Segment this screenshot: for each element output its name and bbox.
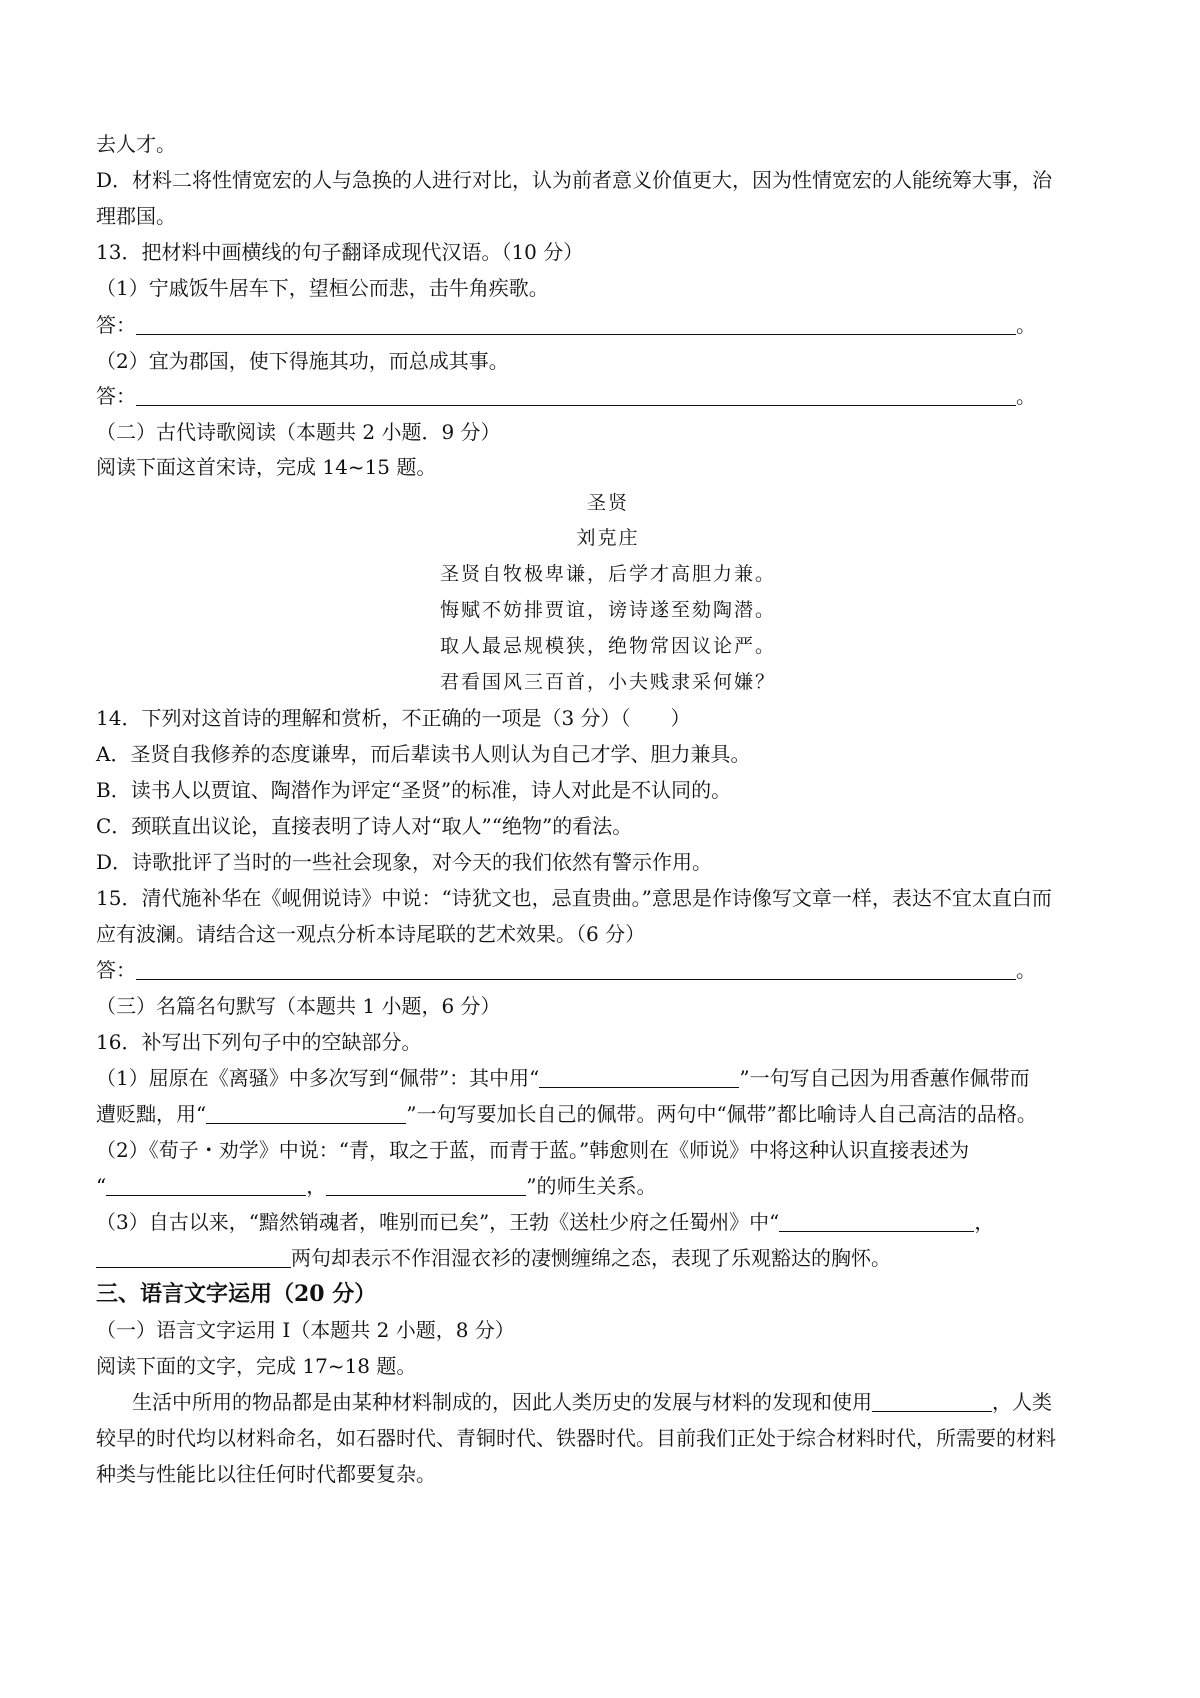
question-15-line-2: 应有波澜。请结合这一观点分析本诗尾联的艺术效果。（6 分） xyxy=(96,922,646,946)
option-a: A．圣贤自我修养的态度谦卑，而后辈读书人则认为自己才学、胆力兼具。 xyxy=(96,742,751,766)
text-line: 理郡国。 xyxy=(96,204,176,228)
question-13-part-2: （2）宜为郡国，使下得施其功，而总成其事。 xyxy=(96,349,509,373)
answer-label: 答： xyxy=(96,958,136,982)
question-16-part-2: （2）《荀子・劝学》中说：“青，取之于蓝，而青于蓝。”韩愈则在《师说》中将这种认识直接表述为 xyxy=(96,1138,970,1162)
section-heading: （一）语言文字运用 I（本题共 2 小题，8 分） xyxy=(96,1318,515,1342)
answer-label: 答： xyxy=(96,313,136,337)
question-15-line-1: 15．清代施补华在《岘佣说诗》中说：“诗犹文也，忌直贵曲。”意思是作诗像写文章一样，表达不宜太直白而 xyxy=(96,886,1052,910)
option-d: D．诗歌批评了当时的一些社会现象，对今天的我们依然有警示作用。 xyxy=(96,850,713,874)
option-b: B．读书人以贾谊、陶潜作为评定“圣贤”的标准，诗人对此是不认同的。 xyxy=(96,778,732,802)
text-segment: 生活中所用的物品都是由某种材料制成的，因此人类历史的发展与材料的发现和使用 xyxy=(132,1390,872,1414)
text-segment: 两句却表示不作泪湿衣衫的凄恻缠绵之态，表现了乐观豁达的胸怀。 xyxy=(291,1246,891,1270)
question-16-part-1-cont xyxy=(96,1100,1037,1128)
answer-blank[interactable] xyxy=(136,314,1016,335)
answer-line xyxy=(96,311,1036,339)
poem-verse: 取人最忌规模狭，绝物常因议论严。 xyxy=(439,635,776,657)
answer-blank[interactable] xyxy=(136,385,1016,406)
question-14: 14．下列对这首诗的理解和赏析，不正确的一项是（3 分）（ ） xyxy=(96,706,691,730)
instruction-line: 阅读下面这首宋诗，完成 14~15 题。 xyxy=(96,455,437,479)
fill-blank[interactable] xyxy=(539,1067,739,1088)
poem-verse: 君看国风三百首，小夫贱隶采何嫌？ xyxy=(439,671,776,693)
fill-blank[interactable] xyxy=(779,1211,974,1232)
question-16-part-1 xyxy=(96,1064,1030,1092)
fill-blank[interactable] xyxy=(206,1103,406,1124)
option-d-line: D．材料二将性情宽宏的人与急换的人进行对比，认为前者意义价值更大，因为性情宽宏的人能统筹大事，治 xyxy=(96,168,1053,192)
text-segment: ”一句写自己因为用香蕙作佩带而 xyxy=(739,1066,1030,1090)
text-segment: （1）屈原在《离骚》中多次写到“佩带”：其中用“ xyxy=(96,1066,540,1090)
end-mark: 。 xyxy=(1016,313,1036,337)
text-line: 去人才。 xyxy=(96,132,176,156)
text-segment: ”一句写要加长自己的佩带。两句中“佩带”都比喻诗人自己高洁的品格。 xyxy=(406,1102,1037,1126)
text-segment: 遭贬黜，用“ xyxy=(96,1102,207,1126)
instruction-line: 阅读下面的文字，完成 17~18 题。 xyxy=(96,1354,417,1378)
fill-blank[interactable] xyxy=(872,1391,992,1412)
poem-title: 圣贤 xyxy=(586,492,629,514)
poem-verse: 悔赋不妨排贾谊，谤诗遂至劾陶潜。 xyxy=(439,599,776,621)
answer-label: 答： xyxy=(96,384,136,408)
end-mark: 。 xyxy=(1016,958,1036,982)
question-16: 16．补写出下列句子中的空缺部分。 xyxy=(96,1030,422,1054)
text-segment: “ xyxy=(96,1174,107,1198)
question-16-part-3-cont xyxy=(96,1244,891,1272)
section-heading: （三）名篇名句默写（本题共 1 小题，6 分） xyxy=(96,994,501,1018)
part-heading: 三、语言文字运用（20 分） xyxy=(96,1281,377,1307)
passage-line: 种类与性能比以往任何时代都要复杂。 xyxy=(96,1462,436,1486)
text-segment: ”的师生关系。 xyxy=(526,1174,657,1198)
end-mark: 。 xyxy=(1016,384,1036,408)
option-c: C．颈联直出议论，直接表明了诗人对“取人”“绝物”的看法。 xyxy=(96,814,633,838)
question-16-part-2-cont xyxy=(96,1172,656,1200)
poem-author: 刘克庄 xyxy=(576,527,640,549)
question-13-part-1: （1）宁戚饭牛居车下，望桓公而悲，击牛角疾歌。 xyxy=(96,276,549,300)
passage-line: 较早的时代均以材料命名，如石器时代、青铜时代、铁器时代。目前我们正处于综合材料时代，所需要的材料 xyxy=(96,1426,1056,1450)
poem-verse: 圣贤自牧极卑谦，后学才高胆力兼。 xyxy=(439,563,776,585)
passage-line xyxy=(132,1388,1052,1416)
question-16-part-3 xyxy=(96,1208,994,1236)
answer-line xyxy=(96,956,1036,984)
text-segment: ，人类 xyxy=(992,1390,1052,1414)
fill-blank[interactable] xyxy=(106,1175,306,1196)
text-segment: ， xyxy=(974,1210,995,1234)
question-13: 13．把材料中画横线的句子翻译成现代汉语。（10 分） xyxy=(96,240,584,264)
section-heading: （二）古代诗歌阅读（本题共 2 小题．9 分） xyxy=(96,420,501,444)
text-segment: （3）自古以来，“黯然销魂者，唯别而已矣”，王勃《送杜少府之任蜀州》中“ xyxy=(96,1210,780,1234)
fill-blank[interactable] xyxy=(326,1175,526,1196)
answer-blank[interactable] xyxy=(136,959,1016,980)
text-segment: ， xyxy=(306,1174,327,1198)
answer-line xyxy=(96,382,1036,410)
fill-blank[interactable] xyxy=(96,1247,291,1268)
